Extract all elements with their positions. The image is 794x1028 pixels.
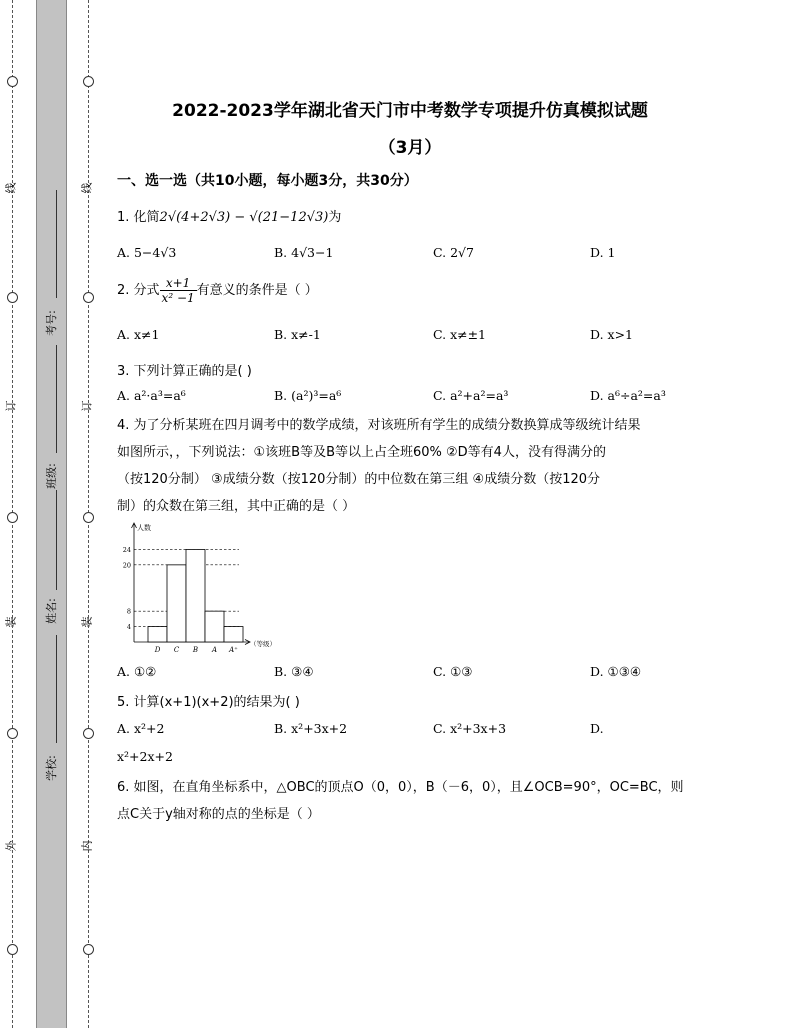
x-tick-label-C: C [173, 646, 180, 652]
q3-option-a[interactable]: A. a²·a³=a⁶ [117, 388, 186, 403]
q4-option-a[interactable]: A. ①② [117, 664, 157, 679]
bar-A [205, 611, 224, 642]
question-4-line-2: 如图所示，，下列说法：①该班B等及B等以上占全班60% ②D等有4人，没有得满分的 [117, 445, 606, 460]
binding-hole [83, 728, 94, 739]
y-axis-label: 人数 [137, 524, 151, 532]
exam-subtitle: （3月） [378, 138, 442, 158]
q1-text-post: 为 [328, 210, 342, 225]
q1-option-b[interactable]: B. 4√3−1 [274, 245, 334, 260]
y-tick-label-20: 20 [122, 561, 131, 570]
q2-text-post: 有意义的条件是（ ） [196, 283, 318, 298]
y-tick-label-8: 8 [126, 607, 131, 616]
field-kaohao-line[interactable] [56, 190, 57, 298]
binding-hole [7, 944, 18, 955]
margin-label-zhuang-outer: 装 [4, 616, 18, 628]
bar-B [186, 549, 205, 642]
field-xuexiao-line[interactable] [56, 635, 57, 743]
q1-option-d[interactable]: D. 1 [590, 245, 616, 260]
x-tick-label-B: B [192, 646, 199, 652]
q2-fraction-numerator: x+1 [160, 276, 197, 291]
binding-hole [83, 76, 94, 87]
x-tick-label-D: D [154, 646, 161, 652]
q1-option-a[interactable]: A. 5−4√3 [117, 245, 177, 260]
field-xuexiao-label: 学校: [44, 755, 58, 781]
q1-expression: 2√(4+2√3) − √(21−12√3) [159, 210, 329, 225]
q2-fraction-denominator: x² −1 [161, 291, 195, 305]
q2-fraction [160, 276, 197, 305]
field-banji-line[interactable] [56, 345, 57, 453]
q1-text-pre: 1. 化简 [117, 210, 160, 225]
question-4-line-1: 4. 为了分析某班在四月调考中的数学成绩，对该班所有学生的成绩分数换算成等级统计结果 [117, 418, 641, 433]
y-tick-label-4: 4 [126, 623, 131, 632]
bar-D [148, 627, 167, 642]
question-6-line-2: 点C关于y轴对称的点的坐标是（ ） [117, 807, 320, 822]
bar-A⁺ [224, 627, 243, 642]
binding-hole [7, 292, 18, 303]
q5-option-d-expression[interactable]: x²+2x+2 [117, 749, 173, 764]
q2-option-b[interactable]: B. x≠-1 [274, 327, 321, 342]
q2-text-pre: 2. 分式 [117, 283, 160, 298]
question-1 [117, 206, 341, 225]
q2-option-c[interactable]: C. x≠±1 [433, 327, 487, 342]
margin-label-nei: 内 [80, 840, 94, 852]
question-2 [117, 276, 318, 305]
q5-option-b[interactable]: B. x²+3x+2 [274, 721, 348, 736]
margin-label-zhuang-inner: 装 [80, 616, 94, 628]
bar-C [167, 565, 186, 642]
q3-option-c[interactable]: C. a²+a²=a³ [433, 388, 509, 403]
field-xingming-label: 姓名: [44, 598, 58, 624]
q4-option-d[interactable]: D. ①③④ [590, 664, 642, 679]
binding-hole [7, 76, 18, 87]
q4-option-b[interactable]: B. ③④ [274, 664, 314, 679]
q3-option-b[interactable]: B. (a²)³=a⁶ [274, 388, 342, 403]
binding-hole [83, 292, 94, 303]
margin-label-ding-inner: 订 [80, 400, 94, 412]
exam-title: 2022-2023学年湖北省天门市中考数学专项提升仿真模拟试题 [172, 101, 648, 121]
margin-label-xian-inner: 线 [80, 182, 94, 194]
field-banji-label: 班级: [44, 463, 58, 489]
q2-option-d[interactable]: D. x>1 [590, 327, 633, 342]
x-axis-label: （等级） [250, 640, 276, 648]
margin-label-wai: 外 [4, 840, 18, 852]
q3-option-d[interactable]: D. a⁶÷a²=a³ [590, 388, 666, 403]
x-tick-label-A: A [211, 646, 218, 652]
q1-option-c[interactable]: C. 2√7 [433, 245, 474, 260]
y-tick-label-24: 24 [122, 545, 131, 554]
field-kaohao-label: 考号: [44, 310, 58, 336]
q5-option-d[interactable]: D. [590, 721, 604, 736]
binding-hole [83, 944, 94, 955]
binding-strip [36, 0, 67, 1028]
q4-option-c[interactable]: C. ①③ [433, 664, 473, 679]
binding-hole [7, 512, 18, 523]
question-5: 5. 计算(x+1)(x+2)的结果为( ) [117, 695, 300, 710]
question-4-line-4: 制）的众数在第三组，其中正确的是（ ） [117, 499, 356, 514]
question-6-line-1: 6. 如图，在直角坐标系中，△OBC的顶点O（0，0），B（－6，0），且∠OCB=90°，OC=BC，则 [117, 780, 684, 795]
q2-option-a[interactable]: A. x≠1 [117, 327, 160, 342]
section-heading: 一、选一选（共10小题，每小题3分，共30分） [117, 173, 418, 189]
question-3: 3. 下列计算正确的是( ) [117, 364, 252, 379]
margin-label-xian-outer: 线 [4, 182, 18, 194]
binding-hole [7, 728, 18, 739]
question-4-line-3: （按120分制） ③成绩分数（按120分制）的中位数在第三组 ④成绩分数（按120分 [117, 472, 601, 487]
binding-hole [83, 512, 94, 523]
q5-option-a[interactable]: A. x²+2 [117, 721, 165, 736]
q4-bar-chart [114, 520, 284, 652]
field-xingming-line[interactable] [56, 490, 57, 590]
margin-label-ding-outer: 订 [4, 400, 18, 412]
x-tick-label-A⁺: A⁺ [229, 646, 238, 652]
q5-option-c[interactable]: C. x²+3x+3 [433, 721, 507, 736]
